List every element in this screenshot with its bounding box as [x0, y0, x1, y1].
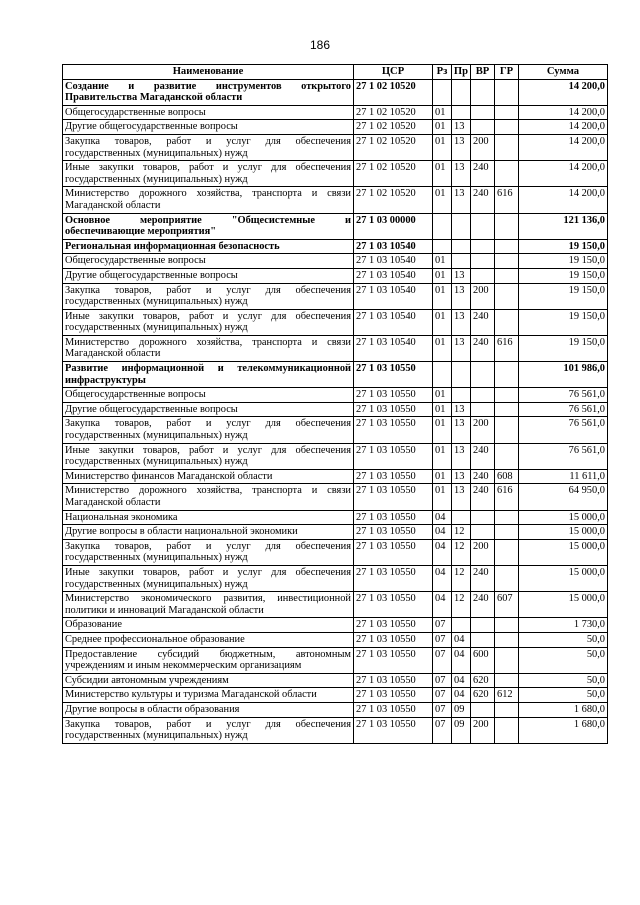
table-row: [63, 443, 608, 469]
cell-pr: 13: [452, 443, 471, 469]
cell-pr: 13: [452, 134, 471, 160]
cell-pr: 13: [452, 283, 471, 309]
cell-pr: [452, 105, 471, 120]
cell-vr: 240: [471, 187, 495, 213]
cell-name: Другие общегосударственные вопросы: [63, 120, 354, 135]
cell-rz: 07: [433, 647, 452, 673]
cell-rz: 01: [433, 161, 452, 187]
cell-sum: 15 000,0: [519, 565, 608, 591]
cell-pr: 09: [452, 702, 471, 717]
cell-rz: 04: [433, 565, 452, 591]
cell-pr: 13: [452, 268, 471, 283]
cell-csr: 27 1 03 10540: [354, 309, 433, 335]
cell-gr: 616: [495, 187, 519, 213]
cell-rz: 07: [433, 632, 452, 647]
cell-gr: [495, 565, 519, 591]
cell-csr: 27 1 03 10550: [354, 565, 433, 591]
cell-gr: [495, 525, 519, 540]
cell-sum: 19 150,0: [519, 283, 608, 309]
cell-csr: 27 1 03 10550: [354, 469, 433, 484]
cell-sum: 76 561,0: [519, 443, 608, 469]
cell-pr: [452, 239, 471, 254]
table-row: [63, 362, 608, 388]
table-row: [63, 335, 608, 361]
cell-sum: 19 150,0: [519, 309, 608, 335]
cell-csr: 27 1 02 10520: [354, 79, 433, 105]
cell-rz: 04: [433, 539, 452, 565]
cell-name: Закупка товаров, работ и услуг для обеспечения государственных (муниципальных) нужд: [63, 134, 354, 160]
cell-pr: 13: [452, 402, 471, 417]
cell-sum: 15 000,0: [519, 510, 608, 525]
cell-pr: 12: [452, 592, 471, 618]
table-row: [63, 79, 608, 105]
cell-sum: 76 561,0: [519, 388, 608, 403]
cell-pr: 13: [452, 120, 471, 135]
table-row: [63, 688, 608, 703]
table-row: [63, 647, 608, 673]
table-row: [63, 525, 608, 540]
cell-csr: 27 1 03 10550: [354, 717, 433, 743]
table-row: [63, 484, 608, 510]
cell-vr: [471, 402, 495, 417]
cell-rz: 01: [433, 469, 452, 484]
cell-name: Субсидии автономным учреждениям: [63, 673, 354, 688]
cell-sum: 121 136,0: [519, 213, 608, 239]
table-row: [63, 469, 608, 484]
cell-name: Иные закупки товаров, работ и услуг для обеспечения государственных (муниципальных) нужд: [63, 565, 354, 591]
cell-sum: 19 150,0: [519, 335, 608, 361]
cell-pr: [452, 79, 471, 105]
cell-name: Министерство дорожного хозяйства, транспорта и связи Магаданской области: [63, 187, 354, 213]
cell-pr: [452, 510, 471, 525]
cell-gr: [495, 213, 519, 239]
cell-csr: 27 1 03 10550: [354, 362, 433, 388]
cell-vr: 600: [471, 647, 495, 673]
cell-name: Министерство дорожного хозяйства, транспорта и связи Магаданской области: [63, 335, 354, 361]
table-row: [63, 161, 608, 187]
header-csr: ЦСР: [354, 65, 433, 80]
cell-pr: 04: [452, 673, 471, 688]
cell-rz: 07: [433, 618, 452, 633]
cell-vr: 240: [471, 565, 495, 591]
cell-rz: 07: [433, 673, 452, 688]
cell-rz: 01: [433, 283, 452, 309]
cell-vr: 200: [471, 417, 495, 443]
cell-csr: 27 1 03 10550: [354, 688, 433, 703]
cell-rz: 01: [433, 388, 452, 403]
cell-sum: 15 000,0: [519, 539, 608, 565]
cell-name: Закупка товаров, работ и услуг для обеспечения государственных (муниципальных) нужд: [63, 417, 354, 443]
table-row: [63, 388, 608, 403]
cell-rz: 01: [433, 309, 452, 335]
cell-vr: [471, 79, 495, 105]
cell-csr: 27 1 03 10550: [354, 443, 433, 469]
cell-csr: 27 1 03 10550: [354, 618, 433, 633]
cell-gr: [495, 239, 519, 254]
cell-name: Министерство дорожного хозяйства, транспорта и связи Магаданской области: [63, 484, 354, 510]
cell-gr: [495, 362, 519, 388]
cell-csr: 27 1 03 10550: [354, 402, 433, 417]
cell-rz: 01: [433, 254, 452, 269]
cell-sum: 14 200,0: [519, 79, 608, 105]
cell-sum: 50,0: [519, 632, 608, 647]
cell-pr: 04: [452, 647, 471, 673]
cell-csr: 27 1 03 10540: [354, 254, 433, 269]
cell-gr: 607: [495, 592, 519, 618]
cell-gr: [495, 388, 519, 403]
cell-rz: 01: [433, 120, 452, 135]
cell-rz: 04: [433, 592, 452, 618]
cell-sum: 101 986,0: [519, 362, 608, 388]
cell-name: Развитие информационной и телекоммуникационной инфраструктуры: [63, 362, 354, 388]
cell-sum: 15 000,0: [519, 592, 608, 618]
cell-name: Министерство культуры и туризма Магаданской области: [63, 688, 354, 703]
cell-csr: 27 1 03 10550: [354, 510, 433, 525]
cell-pr: 13: [452, 335, 471, 361]
cell-pr: 13: [452, 469, 471, 484]
cell-name: Общегосударственные вопросы: [63, 388, 354, 403]
cell-sum: 19 150,0: [519, 268, 608, 283]
cell-rz: 01: [433, 417, 452, 443]
cell-vr: 240: [471, 469, 495, 484]
cell-csr: 27 1 03 10550: [354, 702, 433, 717]
cell-pr: [452, 254, 471, 269]
cell-pr: [452, 362, 471, 388]
cell-vr: [471, 618, 495, 633]
cell-rz: [433, 79, 452, 105]
cell-name: Другие вопросы в области образования: [63, 702, 354, 717]
cell-name: Иные закупки товаров, работ и услуг для обеспечения государственных (муниципальных) нужд: [63, 443, 354, 469]
table-row: [63, 592, 608, 618]
cell-vr: [471, 525, 495, 540]
cell-name: Создание и развитие инструментов открытого Правительства Магаданской области: [63, 79, 354, 105]
cell-gr: [495, 717, 519, 743]
table-row: [63, 510, 608, 525]
cell-sum: 15 000,0: [519, 525, 608, 540]
cell-pr: [452, 618, 471, 633]
cell-vr: 240: [471, 161, 495, 187]
table-row: [63, 268, 608, 283]
cell-csr: 27 1 03 10540: [354, 239, 433, 254]
cell-rz: 01: [433, 187, 452, 213]
cell-gr: [495, 632, 519, 647]
table-row: [63, 283, 608, 309]
cell-rz: 01: [433, 134, 452, 160]
cell-pr: 04: [452, 688, 471, 703]
cell-pr: 13: [452, 484, 471, 510]
cell-pr: 12: [452, 539, 471, 565]
cell-gr: 616: [495, 335, 519, 361]
cell-csr: 27 1 03 10550: [354, 673, 433, 688]
cell-name: Региональная информационная безопасность: [63, 239, 354, 254]
budget-table: [62, 64, 608, 744]
cell-rz: 01: [433, 268, 452, 283]
cell-gr: [495, 161, 519, 187]
cell-name: Министерство экономического развития, инвестиционной политики и инноваций Магаданской области: [63, 592, 354, 618]
cell-sum: 14 200,0: [519, 105, 608, 120]
table-row: [63, 417, 608, 443]
cell-rz: [433, 213, 452, 239]
cell-rz: 01: [433, 484, 452, 510]
cell-vr: [471, 213, 495, 239]
header-vr: ВР: [471, 65, 495, 80]
cell-gr: [495, 283, 519, 309]
cell-rz: 01: [433, 443, 452, 469]
cell-vr: [471, 632, 495, 647]
cell-vr: 240: [471, 335, 495, 361]
cell-sum: 11 611,0: [519, 469, 608, 484]
cell-gr: 612: [495, 688, 519, 703]
table-row: [63, 239, 608, 254]
header-sum: Сумма: [519, 65, 608, 80]
cell-vr: 240: [471, 592, 495, 618]
cell-vr: [471, 239, 495, 254]
cell-pr: 04: [452, 632, 471, 647]
cell-vr: 200: [471, 717, 495, 743]
cell-sum: 1 680,0: [519, 717, 608, 743]
cell-rz: [433, 362, 452, 388]
cell-sum: 14 200,0: [519, 187, 608, 213]
table-row: [63, 309, 608, 335]
cell-csr: 27 1 02 10520: [354, 120, 433, 135]
cell-rz: 07: [433, 717, 452, 743]
cell-sum: 76 561,0: [519, 417, 608, 443]
cell-vr: [471, 120, 495, 135]
table-row: [63, 539, 608, 565]
cell-csr: 27 1 03 10540: [354, 283, 433, 309]
cell-csr: 27 1 03 10550: [354, 417, 433, 443]
cell-rz: 01: [433, 402, 452, 417]
cell-csr: 27 1 02 10520: [354, 187, 433, 213]
cell-csr: 27 1 03 10550: [354, 632, 433, 647]
cell-vr: [471, 362, 495, 388]
table-row: [63, 632, 608, 647]
cell-pr: [452, 388, 471, 403]
cell-vr: 240: [471, 484, 495, 510]
cell-name: Среднее профессиональное образование: [63, 632, 354, 647]
table-row: [63, 402, 608, 417]
cell-csr: 27 1 03 10540: [354, 268, 433, 283]
cell-gr: [495, 79, 519, 105]
header-rz: Рз: [433, 65, 452, 80]
cell-vr: 200: [471, 283, 495, 309]
cell-gr: [495, 134, 519, 160]
cell-name: Предоставление субсидий бюджетным, автономным учреждениям и иным некоммерческим организациям: [63, 647, 354, 673]
cell-rz: 07: [433, 702, 452, 717]
cell-gr: [495, 618, 519, 633]
cell-name: Другие общегосударственные вопросы: [63, 268, 354, 283]
cell-gr: [495, 417, 519, 443]
table-row: [63, 673, 608, 688]
cell-name: Иные закупки товаров, работ и услуг для обеспечения государственных (муниципальных) нужд: [63, 309, 354, 335]
cell-name: Закупка товаров, работ и услуг для обеспечения государственных (муниципальных) нужд: [63, 717, 354, 743]
cell-vr: 240: [471, 443, 495, 469]
cell-name: Общегосударственные вопросы: [63, 254, 354, 269]
cell-sum: 19 150,0: [519, 239, 608, 254]
cell-vr: [471, 388, 495, 403]
cell-csr: 27 1 02 10520: [354, 161, 433, 187]
cell-vr: 200: [471, 134, 495, 160]
cell-vr: [471, 510, 495, 525]
cell-sum: 1 730,0: [519, 618, 608, 633]
cell-csr: 27 1 03 10550: [354, 484, 433, 510]
cell-name: Иные закупки товаров, работ и услуг для обеспечения государственных (муниципальных) нужд: [63, 161, 354, 187]
cell-pr: 13: [452, 161, 471, 187]
cell-name: Основное мероприятие "Общесистемные и обеспечивающие мероприятия": [63, 213, 354, 239]
cell-csr: 27 1 03 10550: [354, 525, 433, 540]
cell-pr: [452, 213, 471, 239]
page-number: 186: [309, 38, 331, 52]
cell-sum: 50,0: [519, 688, 608, 703]
cell-rz: 01: [433, 335, 452, 361]
cell-csr: 27 1 03 10550: [354, 592, 433, 618]
cell-sum: 50,0: [519, 647, 608, 673]
cell-sum: 1 680,0: [519, 702, 608, 717]
table-row: [63, 213, 608, 239]
cell-csr: 27 1 03 00000: [354, 213, 433, 239]
cell-sum: 19 150,0: [519, 254, 608, 269]
cell-sum: 64 950,0: [519, 484, 608, 510]
header-pr: Пр: [452, 65, 471, 80]
cell-name: Закупка товаров, работ и услуг для обеспечения государственных (муниципальных) нужд: [63, 283, 354, 309]
cell-name: Национальная экономика: [63, 510, 354, 525]
cell-name: Закупка товаров, работ и услуг для обеспечения государственных (муниципальных) нужд: [63, 539, 354, 565]
cell-vr: [471, 105, 495, 120]
table-row: [63, 717, 608, 743]
cell-vr: [471, 254, 495, 269]
cell-name: Образование: [63, 618, 354, 633]
cell-gr: [495, 702, 519, 717]
table-header-row: [63, 65, 608, 80]
cell-name: Другие вопросы в области национальной экономики: [63, 525, 354, 540]
cell-gr: [495, 254, 519, 269]
cell-gr: [495, 647, 519, 673]
table-row: [63, 134, 608, 160]
table-row: [63, 618, 608, 633]
cell-pr: 13: [452, 309, 471, 335]
cell-gr: [495, 105, 519, 120]
cell-csr: 27 1 03 10540: [354, 335, 433, 361]
header-gr: ГР: [495, 65, 519, 80]
cell-rz: [433, 239, 452, 254]
table-row: [63, 702, 608, 717]
cell-gr: [495, 673, 519, 688]
cell-pr: 13: [452, 187, 471, 213]
cell-gr: [495, 120, 519, 135]
cell-name: Министерство финансов Магаданской области: [63, 469, 354, 484]
cell-sum: 14 200,0: [519, 120, 608, 135]
cell-pr: 12: [452, 565, 471, 591]
cell-sum: 76 561,0: [519, 402, 608, 417]
cell-csr: 27 1 03 10550: [354, 388, 433, 403]
cell-gr: [495, 309, 519, 335]
cell-name: Общегосударственные вопросы: [63, 105, 354, 120]
cell-sum: 14 200,0: [519, 134, 608, 160]
cell-gr: [495, 539, 519, 565]
cell-sum: 14 200,0: [519, 161, 608, 187]
cell-sum: 50,0: [519, 673, 608, 688]
cell-gr: 608: [495, 469, 519, 484]
cell-rz: 07: [433, 688, 452, 703]
table-row: [63, 254, 608, 269]
cell-csr: 27 1 02 10520: [354, 105, 433, 120]
header-name: Наименование: [63, 65, 354, 80]
cell-csr: 27 1 02 10520: [354, 134, 433, 160]
cell-rz: 04: [433, 525, 452, 540]
cell-vr: [471, 702, 495, 717]
cell-pr: 09: [452, 717, 471, 743]
cell-vr: 200: [471, 539, 495, 565]
cell-pr: 13: [452, 417, 471, 443]
cell-vr: 620: [471, 688, 495, 703]
cell-gr: [495, 402, 519, 417]
cell-gr: [495, 268, 519, 283]
table-row: [63, 565, 608, 591]
cell-vr: 240: [471, 309, 495, 335]
table-row: [63, 105, 608, 120]
cell-pr: 12: [452, 525, 471, 540]
cell-csr: 27 1 03 10550: [354, 647, 433, 673]
table-body: [63, 79, 608, 743]
cell-rz: 01: [433, 105, 452, 120]
cell-gr: [495, 510, 519, 525]
cell-gr: [495, 443, 519, 469]
cell-rz: 04: [433, 510, 452, 525]
table-row: [63, 120, 608, 135]
table-row: [63, 187, 608, 213]
cell-name: Другие общегосударственные вопросы: [63, 402, 354, 417]
cell-vr: 620: [471, 673, 495, 688]
cell-csr: 27 1 03 10550: [354, 539, 433, 565]
cell-gr: 616: [495, 484, 519, 510]
cell-vr: [471, 268, 495, 283]
